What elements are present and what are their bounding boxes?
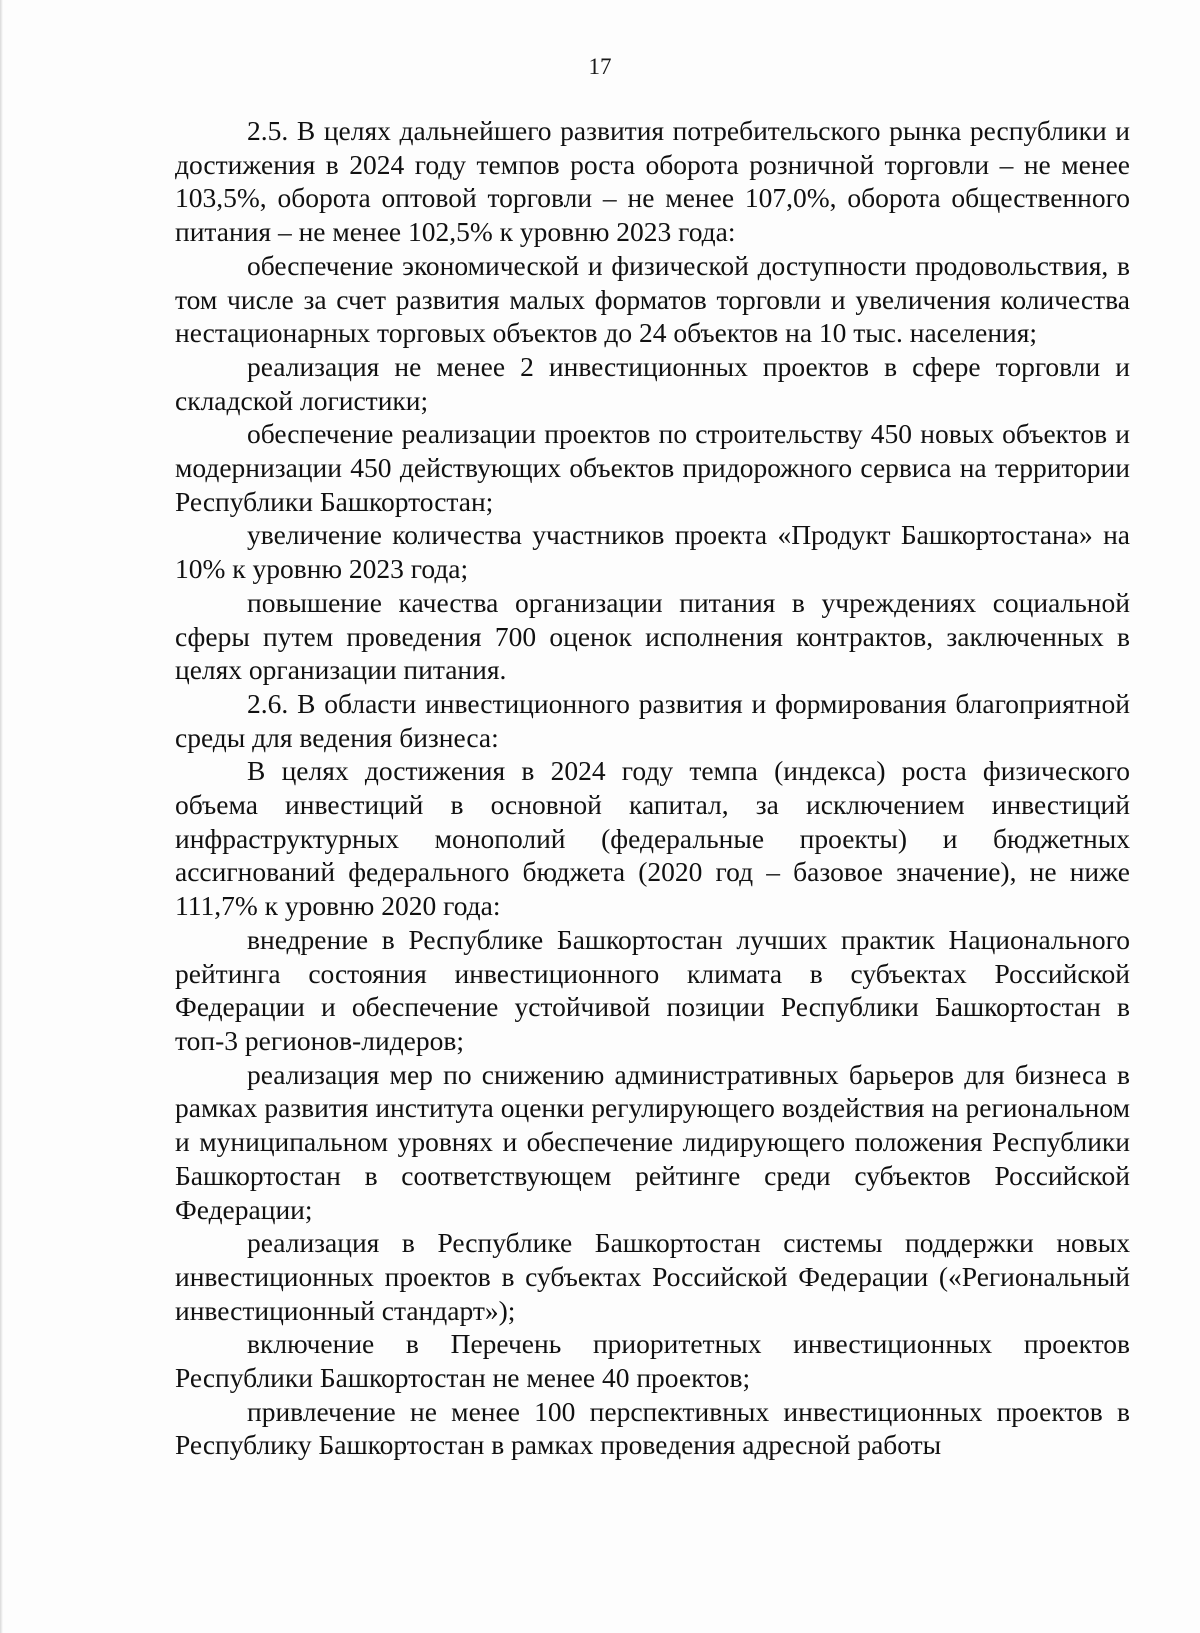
paragraph-national-rating: внедрение в Республике Башкортостан лучших практик Национального рейтинга состояния инвестиционного климата в субъектах Российской Федерации и обеспечение устойчивой позиции Республики Башкортостан в топ-3 регионов-лидеров; <box>175 923 1130 1056</box>
paragraph-food-availability: обеспечение экономической и физической доступности продовольствия, в том числе за счет развития малых форматов торговли и увеличения количества нестационарных торговых объектов до 24 объектов на 10 тыс. населения; <box>175 249 1130 349</box>
paragraph-investment-index: В целях достижения в 2024 году темпа (индекса) роста физического объема инвестиций в основной капитал, за исключением инвестиций инфраструктурных монополий (федеральные проекты) и бюджетных ассигнований федерального бюджета (2020 год – базовое значение), не ниже 111,7% к уровню 2020 года: <box>175 755 1130 922</box>
paragraph-roadside-service: обеспечение реализации проектов по строительству 450 новых объектов и модернизации 450 действующих объектов придорожного сервиса на территории Республики Башкортостан; <box>175 418 1130 517</box>
paragraph-attracting-projects: привлечение не менее 100 перспективных инвестиционных проектов в Республику Башкортостан в рамках проведения адресной работы <box>175 1395 1130 1461</box>
paragraph-administrative-barriers: реализация мер по снижению административных барьеров для бизнеса в рамках развития института оценки регулирующего воздействия на региональном и муниципальном уровнях и обеспечение лидирующего положения Республики Башкортостан в соответствующем рейтинге среди субъектов Российской Федерации; <box>175 1058 1130 1225</box>
paragraph-2-6-intro: 2.6. В области инвестиционного развития и формирования благоприятной среды для ведения бизнеса: <box>175 687 1130 753</box>
paragraph-regional-standard: реализация в Республике Башкортостан системы поддержки новых инвестиционных проектов в субъектах Российской Федерации («Региональный инвестиционный стандарт»); <box>175 1227 1130 1326</box>
document-body <box>175 114 1130 1462</box>
scan-edge-shadow <box>0 0 3 1633</box>
paragraph-2-5-intro: 2.5. В целях дальнейшего развития потребительского рынка республики и достижения в 2024 году темпов роста оборота розничной торговли – не менее 103,5%, оборота оптовой торговли – не менее 107,0%, оборота общественного питания – не менее 102,5% к уровню 2023 года: <box>175 115 1130 248</box>
paragraph-product-bashkortostan: увеличение количества участников проекта «Продукт Башкортостана» на 10% к уровню 2023 года; <box>175 519 1130 585</box>
paragraph-social-catering: повышение качества организации питания в учреждениях социальной сферы путем проведения 700 оценок исполнения контрактов, заключенных в целях организации питания. <box>175 586 1130 686</box>
paragraph-priority-projects: включение в Перечень приоритетных инвестиционных проектов Республики Башкортостан не менее 40 проектов; <box>175 1328 1130 1394</box>
paragraph-trade-logistics: реализация не менее 2 инвестиционных проектов в сфере торговли и складской логистики; <box>175 350 1130 416</box>
page-number: 17 <box>588 54 612 79</box>
